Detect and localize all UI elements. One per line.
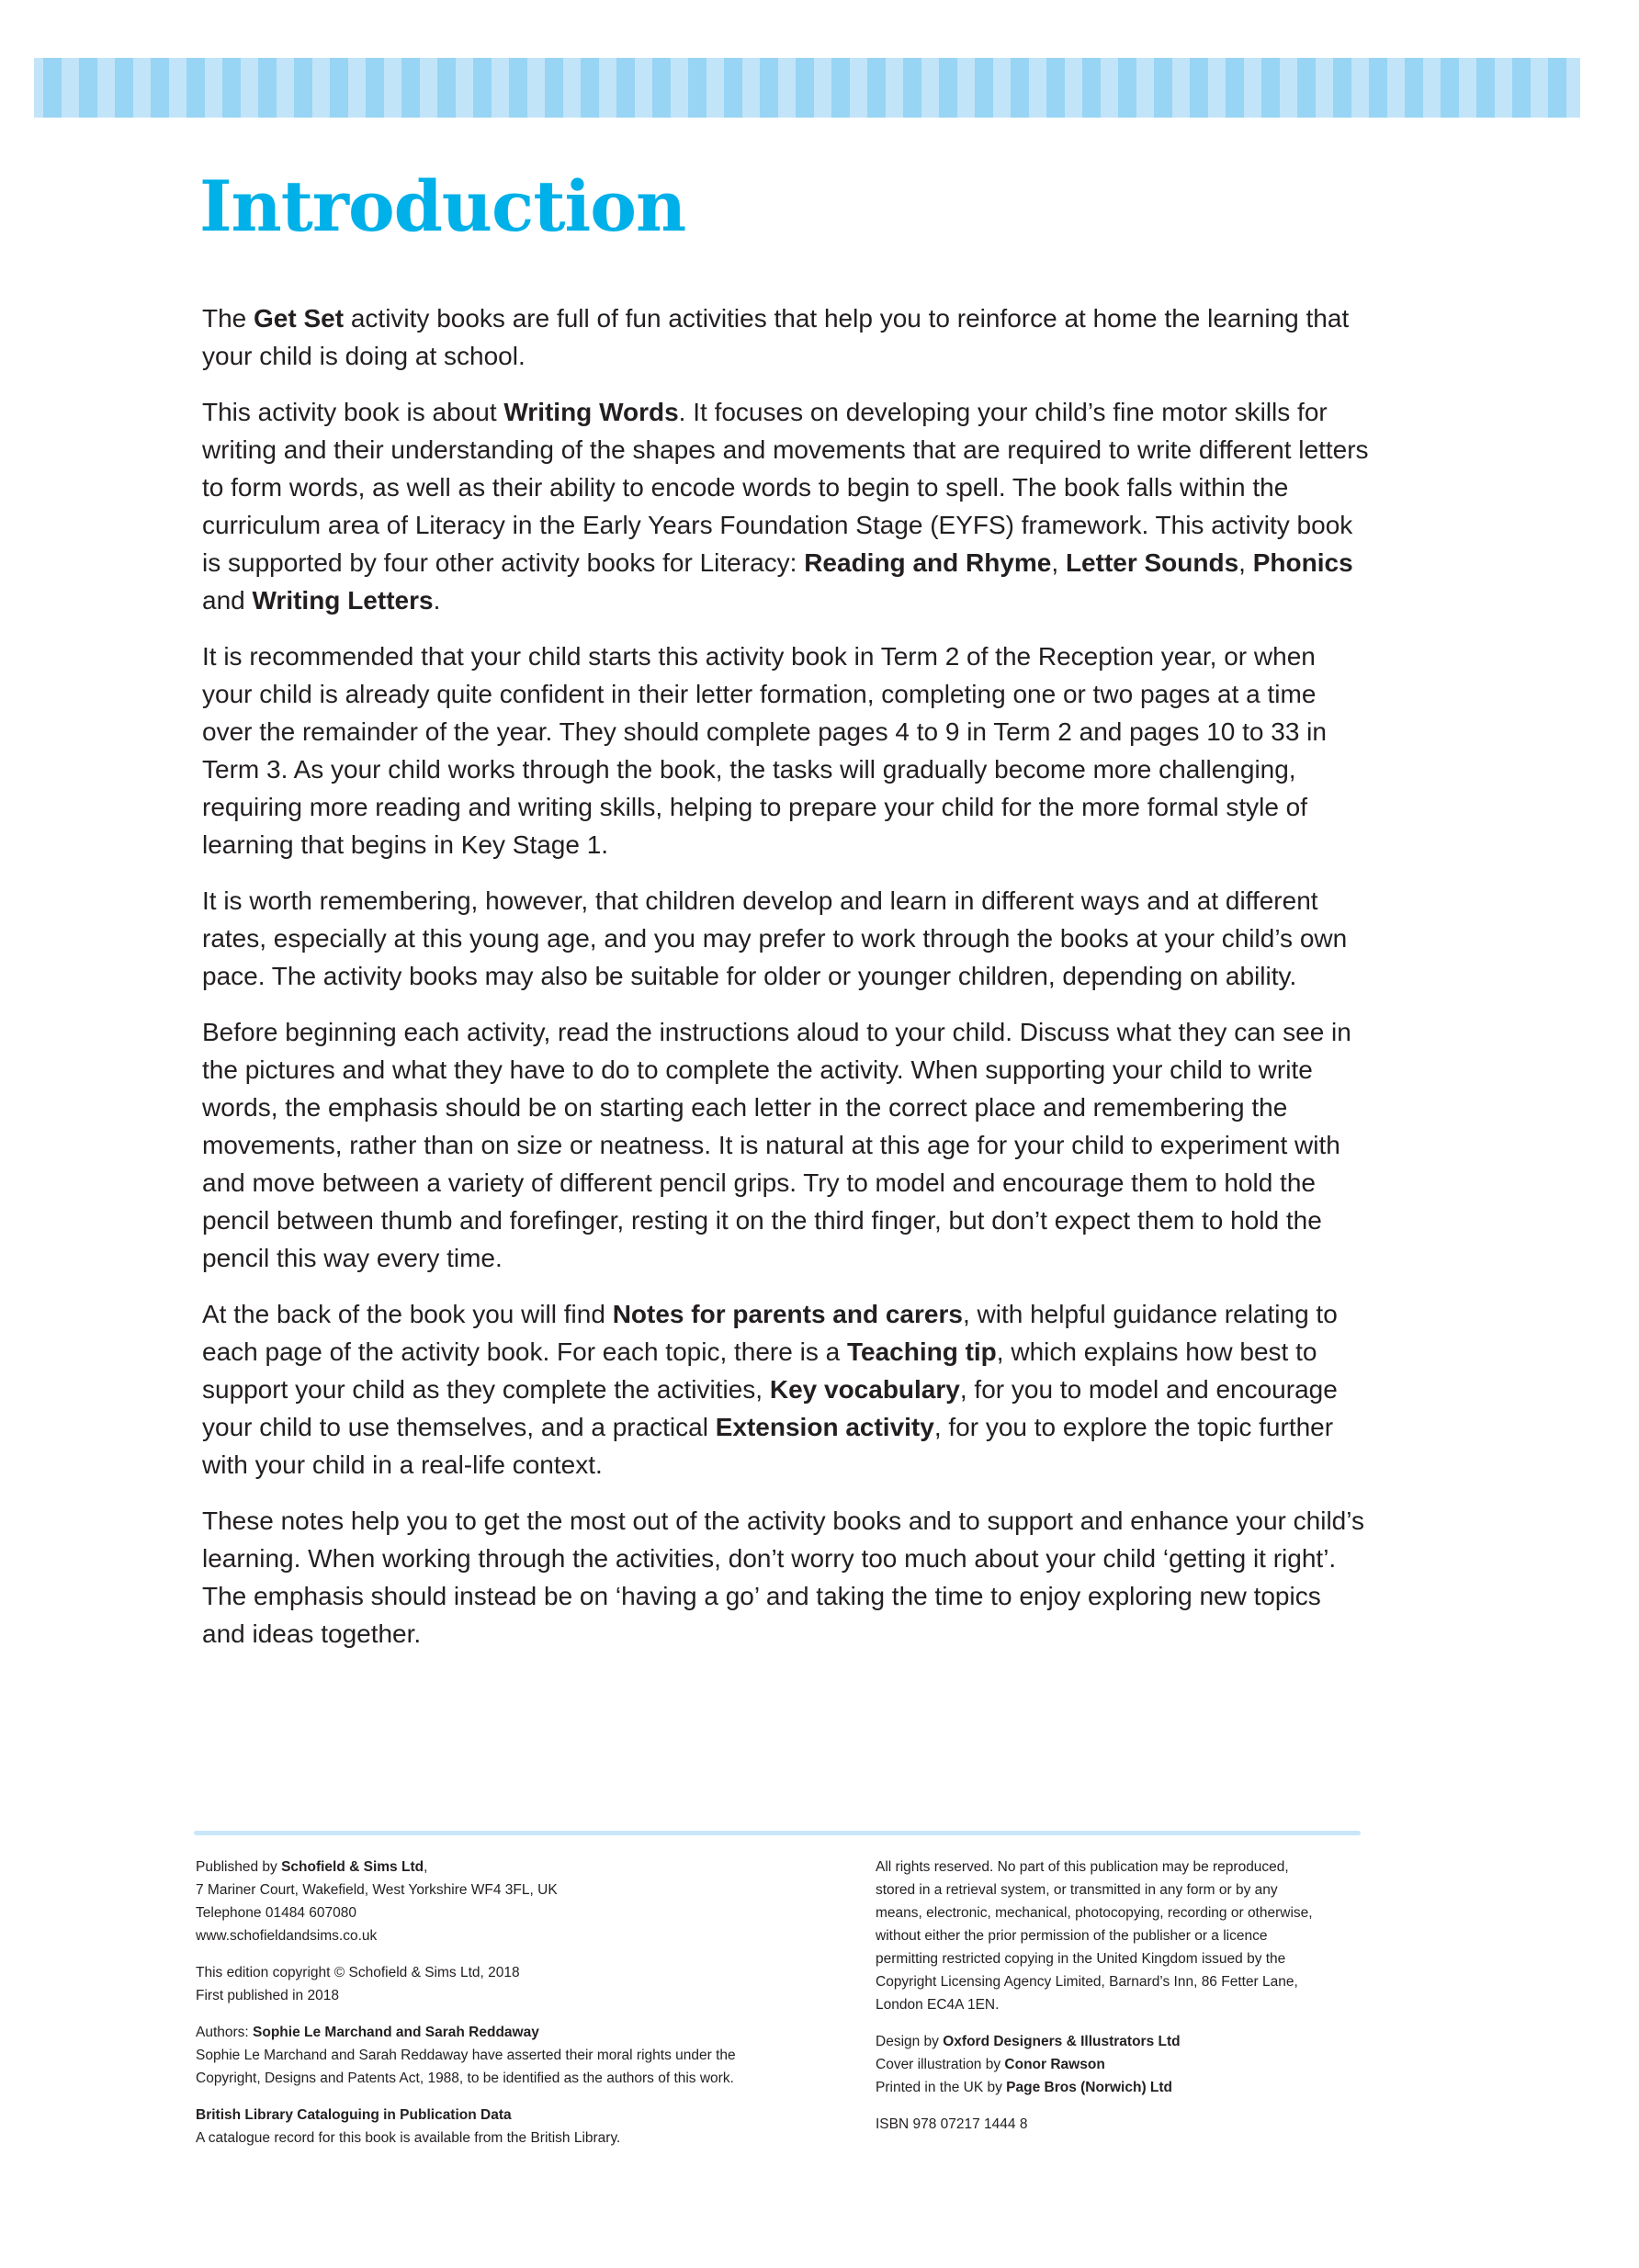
text-run: and bbox=[202, 586, 253, 615]
bold-text: Schofield & Sims Ltd bbox=[281, 1859, 424, 1875]
bold-text: Extension activity bbox=[715, 1413, 934, 1441]
text-run: First published in 2018 bbox=[196, 1988, 339, 2003]
text-run: The bbox=[202, 304, 254, 333]
footer-divider bbox=[194, 1831, 1361, 1835]
page-title: Introduction bbox=[199, 165, 686, 247]
text-run: , bbox=[1051, 548, 1066, 577]
text-run: A catalogue record for this book is available from the British Library. bbox=[196, 2130, 621, 2146]
footer-line bbox=[196, 1984, 839, 2007]
footer-line bbox=[196, 1924, 839, 1947]
text-run: stored in a retrieval system, or transmitted in any form or by any bbox=[876, 1882, 1278, 1898]
footer-line bbox=[196, 2127, 839, 2150]
text-run: permitting restricted copying in the United Kingdom issued by the bbox=[876, 1951, 1286, 1967]
paragraph bbox=[202, 299, 1369, 375]
footer-line bbox=[876, 2076, 1353, 2099]
footer-line bbox=[876, 1879, 1353, 1901]
text-run: www.schofieldandsims.co.uk bbox=[196, 1928, 378, 1944]
text-run: Published by bbox=[196, 1859, 282, 1875]
footer-line bbox=[876, 1947, 1353, 1970]
footer-block bbox=[876, 2030, 1353, 2099]
text-run: , for you to explore the topic further with your child in a real-life context. bbox=[202, 1413, 1334, 1479]
text-run: This edition copyright © Schofield & Sims Ltd, 2018 bbox=[196, 1965, 520, 1980]
text-run: It is worth remembering, however, that children develop and learn in different ways and at different rates, especially at this young age, and you may prefer to work through the books at your child’s own pace. The activity books may also be suitable for older or younger children, depending on ability. bbox=[202, 886, 1348, 990]
text-run: It is recommended that your child starts this activity book in Term 2 of the Reception year, or when your child is already quite confident in their letter formation, completing one or two pages at a time over the remainder of the year. They should complete pages 4 to 9 in Term 2 and pages 10 to 33 in Term 3. As your child works through the book, the tasks will gradually become more challenging, requiring more reading and writing skills, helping to prepare your child for the more formal style of learning that begins in Key Stage 1. bbox=[202, 642, 1327, 859]
footer-line bbox=[196, 2021, 839, 2044]
text-run: activity books are full of fun activities that help you to reinforce at home the learning that your child is doing at school. bbox=[202, 304, 1350, 370]
text-run: These notes help you to get the most out of the activity books and to support and enhance your child’s learning. When working through the activities, don’t worry too much about your child ‘getting it right’. The emphasis should instead be on ‘having a go’ and taking the time to enjoy exploring new topics and ideas together. bbox=[202, 1506, 1364, 1648]
footer-line bbox=[876, 2030, 1353, 2053]
footer-line bbox=[876, 1924, 1353, 1947]
footer-line bbox=[196, 1856, 839, 1879]
bold-text: Sophie Le Marchand and Sarah Reddaway bbox=[253, 2025, 539, 2040]
bold-text: Get Set bbox=[254, 304, 345, 333]
footer-line bbox=[876, 1901, 1353, 1924]
footer-line bbox=[876, 1856, 1353, 1879]
text-run: Sophie Le Marchand and Sarah Reddaway have asserted their moral rights under the bbox=[196, 2048, 736, 2063]
text-run: means, electronic, mechanical, photocopying, recording or otherwise, bbox=[876, 1905, 1313, 1921]
bold-text: Notes for parents and carers bbox=[612, 1300, 963, 1328]
text-run: Authors: bbox=[196, 2025, 254, 2040]
publisher-info bbox=[196, 1856, 839, 2163]
text-run: . It focuses on developing your child’s fine motor skills for writing and their understanding of the shapes and movements that are required to write different letters to form words, as well as their ability to encode words to begin to spell. The book falls within the curriculum area of Literacy in the Early Years Foundation Stage (EYFS) framework. This activity book is supported by four other activity books for Literacy: bbox=[202, 398, 1369, 577]
text-run: All rights reserved. No part of this publication may be reproduced, bbox=[876, 1859, 1289, 1875]
paragraph bbox=[202, 1502, 1369, 1653]
text-run: , bbox=[1238, 548, 1253, 577]
text-run: , with helpful guidance relating to each page of the activity book. For each topic, there is a bbox=[202, 1300, 1338, 1366]
bold-text: Reading and Rhyme bbox=[804, 548, 1052, 577]
paragraph bbox=[202, 1295, 1369, 1484]
footer-line bbox=[876, 1993, 1353, 2016]
text-run: Copyright, Designs and Patents Act, 1988, to be identified as the authors of this work. bbox=[196, 2071, 734, 2086]
footer-line bbox=[876, 1970, 1353, 1993]
text-run: At the back of the book you will find bbox=[202, 1300, 613, 1328]
text-run: Telephone 01484 607080 bbox=[196, 1905, 356, 1921]
footer-line bbox=[876, 2053, 1353, 2076]
text-run: 7 Mariner Court, Wakefield, West Yorkshire WF4 3FL, UK bbox=[196, 1882, 558, 1898]
bold-text: Key vocabulary bbox=[769, 1375, 960, 1404]
bold-text: Page Bros (Norwich) Ltd bbox=[1006, 2080, 1173, 2095]
text-run: Cover illustration by bbox=[876, 2057, 1005, 2072]
bold-text: Teaching tip bbox=[846, 1337, 997, 1366]
bold-text: Phonics bbox=[1252, 548, 1353, 577]
footer-block bbox=[876, 2113, 1353, 2136]
bold-text: Oxford Designers & Illustrators Ltd bbox=[943, 2034, 1181, 2049]
text-run: , bbox=[424, 1859, 428, 1875]
text-run: Design by bbox=[876, 2034, 944, 2049]
text-run: This activity book is about bbox=[202, 398, 504, 426]
text-run: Copyright Licensing Agency Limited, Barnard’s Inn, 86 Fetter Lane, bbox=[876, 1974, 1298, 1990]
footer-line bbox=[196, 1879, 839, 1901]
text-run: , which explains how best to support your child as they complete the activities, bbox=[202, 1337, 1317, 1404]
footer-line bbox=[196, 2104, 839, 2127]
striped-header-banner bbox=[34, 58, 1580, 118]
footer-line bbox=[876, 2113, 1353, 2136]
text-run: . bbox=[433, 586, 441, 615]
paragraph bbox=[202, 1013, 1369, 1277]
text-run: Printed in the UK by bbox=[876, 2080, 1007, 2095]
text-run: London EC4A 1EN. bbox=[876, 1997, 1000, 2013]
footer-block bbox=[196, 1961, 839, 2007]
footer-line bbox=[196, 2067, 839, 2090]
footer-block bbox=[196, 2021, 839, 2090]
text-run: Before beginning each activity, read the instructions aloud to your child. Discuss what they can see in the pictures and what they have to do to complete the activity. When supporting your child to write words, the emphasis should be on starting each letter in the correct place and remembering the movements, rather than on size or neatness. It is natural at this age for your child to experiment with and move between a variety of different pencil grips. Try to model and encourage them to hold the pencil between thumb and forefinger, resting it on the third finger, but don’t expect them to hold the pencil this way every time. bbox=[202, 1018, 1351, 1272]
paragraph bbox=[202, 393, 1369, 619]
footer-block bbox=[196, 1856, 839, 1947]
text-run: without either the prior permission of the publisher or a licence bbox=[876, 1928, 1268, 1944]
footer-line bbox=[196, 1901, 839, 1924]
rights-info bbox=[876, 1856, 1353, 2150]
paragraph bbox=[202, 638, 1369, 863]
text-run: , for you to model and encourage your child to use themselves, and a practical bbox=[202, 1375, 1338, 1441]
bold-text: British Library Cataloguing in Publication Data bbox=[196, 2107, 512, 2123]
bold-text: Letter Sounds bbox=[1065, 548, 1239, 577]
bold-text: Conor Rawson bbox=[1004, 2057, 1105, 2072]
bold-text: Writing Letters bbox=[252, 586, 434, 615]
text-run: ISBN 978 07217 1444 8 bbox=[876, 2116, 1028, 2132]
footer-line bbox=[196, 1961, 839, 1984]
footer-block bbox=[196, 2104, 839, 2150]
footer-line bbox=[196, 2044, 839, 2067]
footer-block bbox=[876, 1856, 1353, 2016]
bold-text: Writing Words bbox=[503, 398, 679, 426]
introduction-body bbox=[202, 299, 1369, 1671]
paragraph bbox=[202, 882, 1369, 995]
